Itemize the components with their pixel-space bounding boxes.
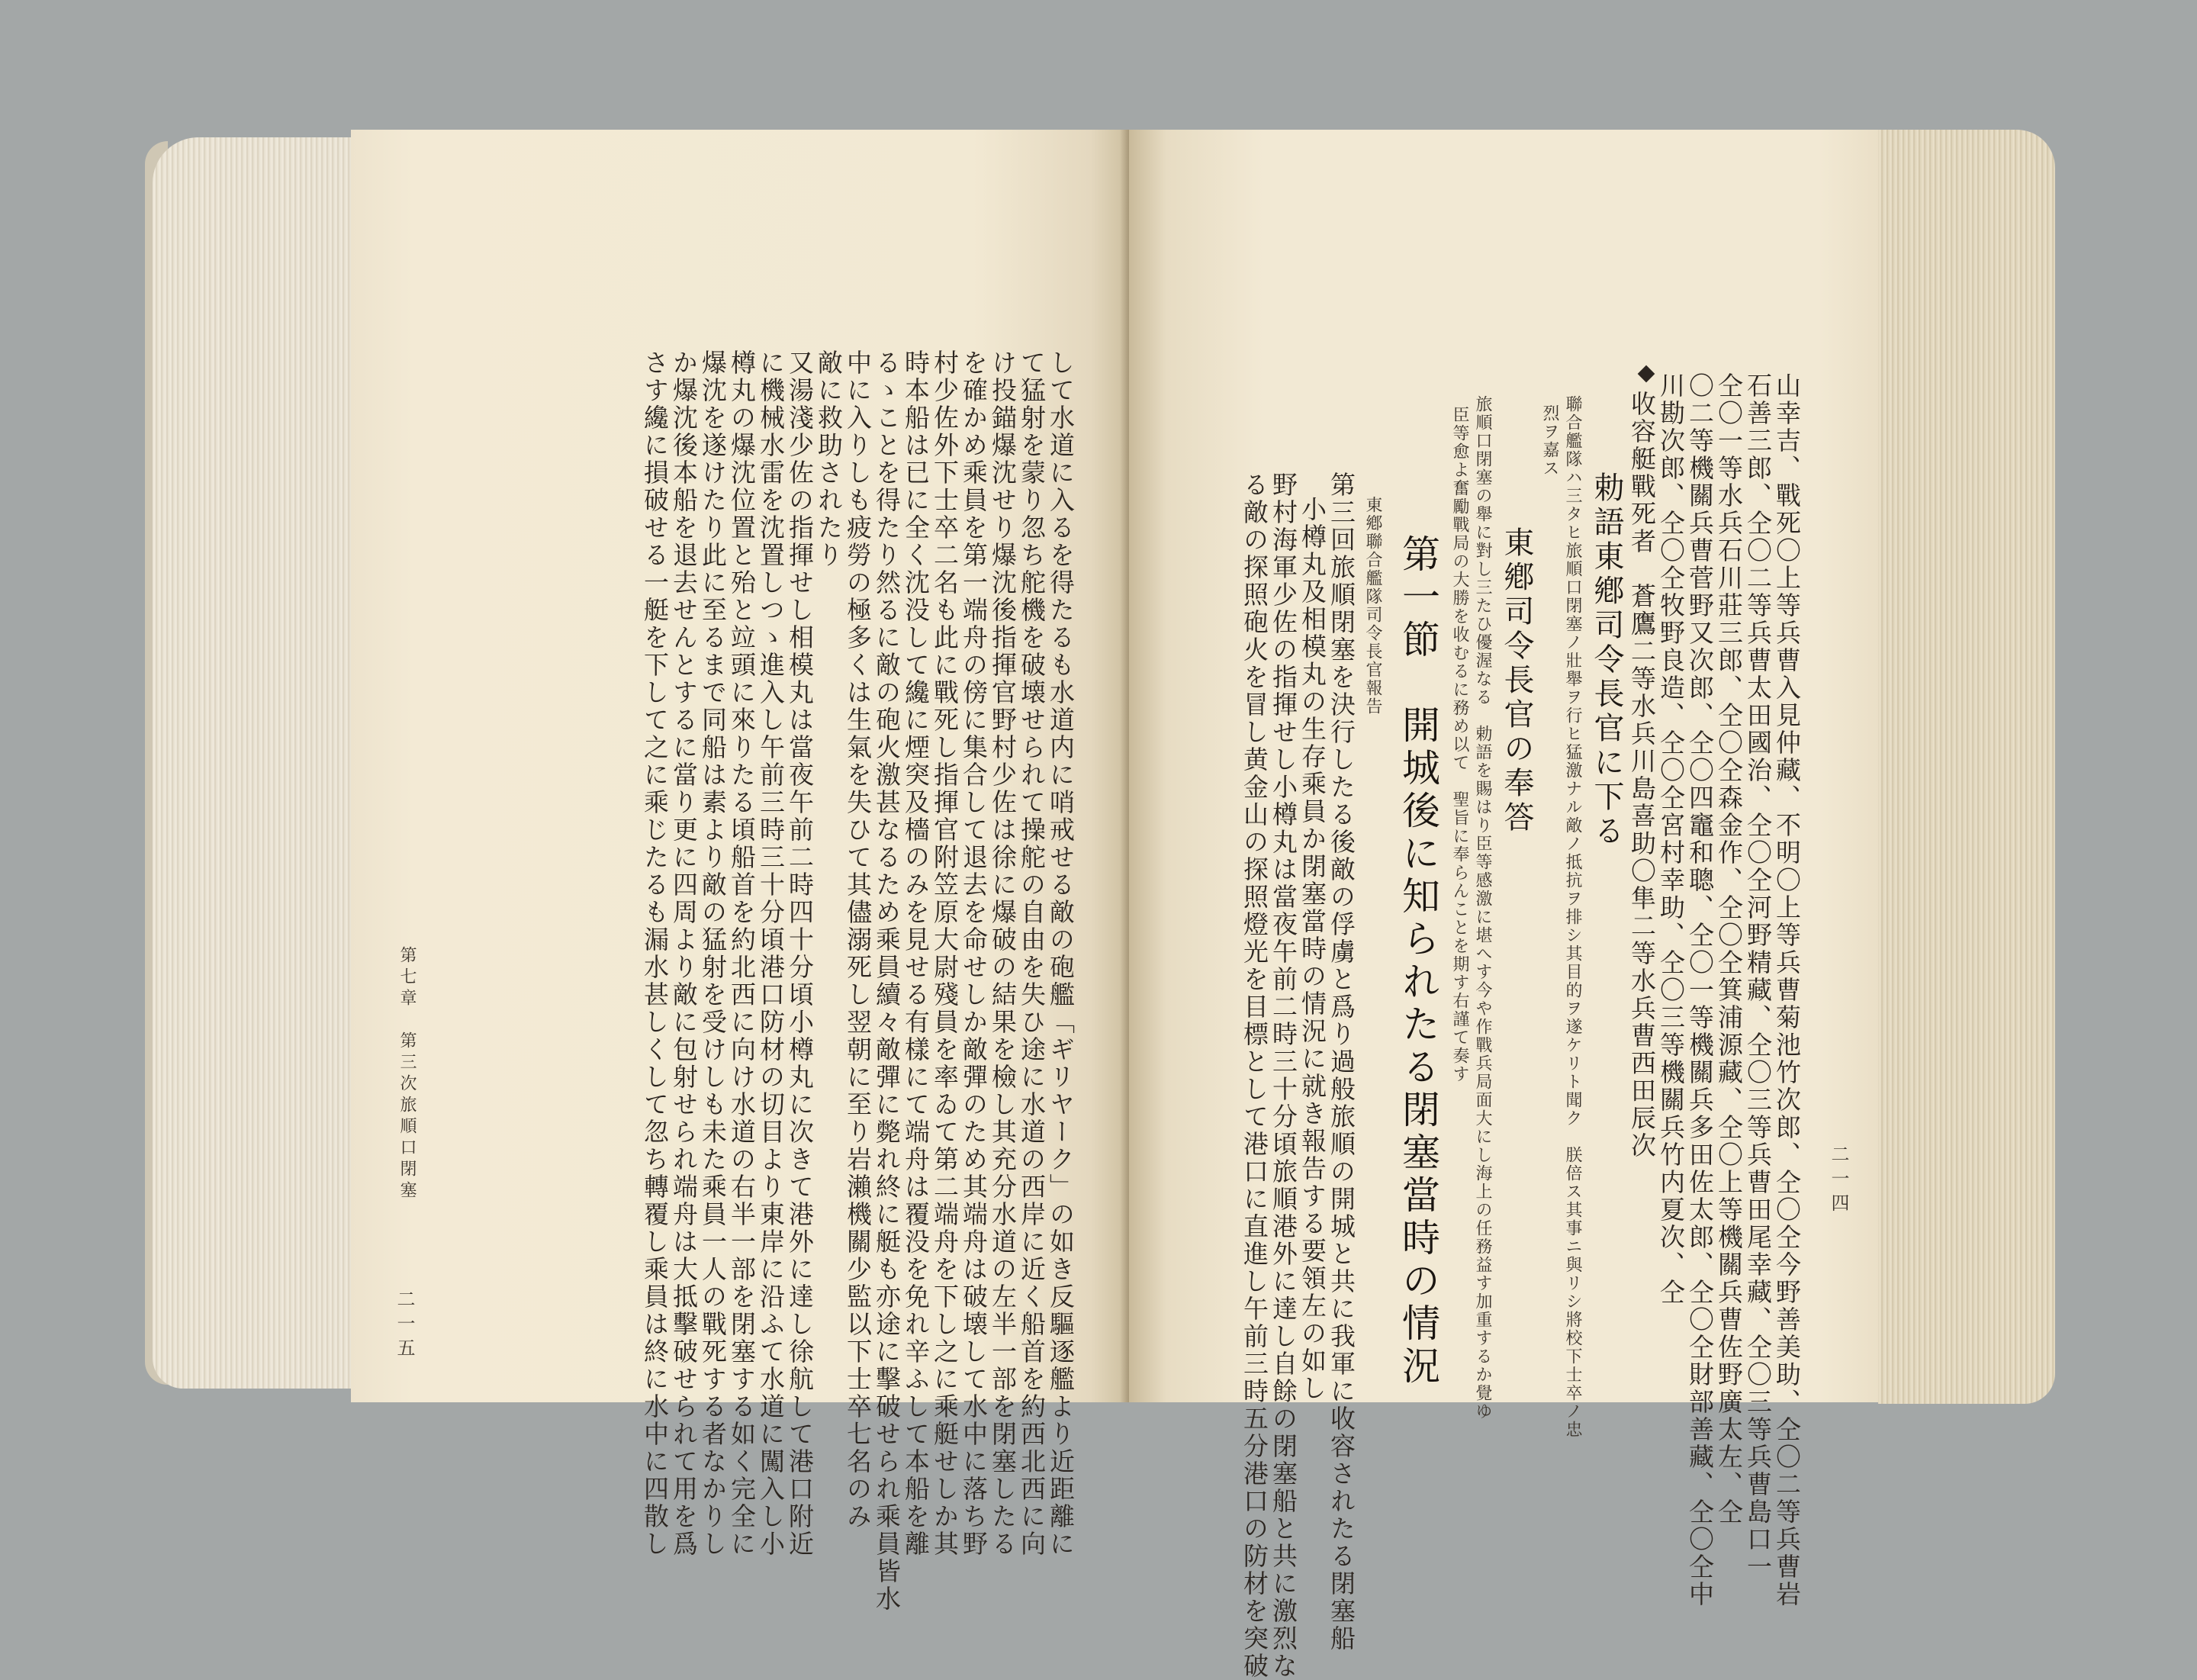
rescript-heading: 勅語東鄕司令長官に下る (1589, 471, 1624, 849)
left-body-column: に機械水雷を沈置しつゝ進入し午前三時三十分頃港口防材の切目より東岸に沿ふて水道に闖入し小 (756, 349, 786, 1558)
reply-text: 旅順口閉塞の舉に對し三たひ優渥なる 勅語を賜はり臣等感激に堪へす今や作戰兵局面大にし海上の任務益す加重するか覺ゆ (1473, 395, 1492, 1421)
left-body-column: か爆沈後本船を退去せんとするに當り更に四周より敵に包射せられ端舟は大抵擊破せられて用を爲 (669, 349, 699, 1558)
page-number: 二一四 (1828, 1144, 1849, 1218)
left-body-column: 時本船は已に全く沈没して纔に煙突及檣のみを見せる有樣にて端舟は覆没を免れ辛ふして本船を離 (901, 349, 931, 1558)
casualty-list-column: 仝〇一等水兵石川莊三郎、仝〇仝森金作、仝〇仝箕浦源藏、仝〇上等機關兵曹佐野廣太左、仝 (1714, 372, 1744, 1526)
left-body-column: 又湯淺少佐の指揮せし相模丸は當夜午前二時四十分頃小樽丸に次きて港外に達し徐航して港口附近 (785, 349, 815, 1558)
page-number: 二一五 (394, 1289, 415, 1363)
report-body-column: 小樽丸及相模丸の生存乘員か閉塞當時の情況に就き報告する要領左の如し (1298, 496, 1327, 1402)
reply-text: 臣等愈よ奮勵戰局の大勝を收むるに務め以て 聖旨に奉らんことを期す右謹て奏す (1450, 406, 1469, 1083)
report-source: 東鄕聯合艦隊司令長官報告 (1363, 496, 1382, 716)
running-head: 第七章 第三次旅順口閉塞 (397, 946, 417, 1202)
section-title: 第一節 開城後に知られたる閉塞當時の情況 (1396, 534, 1440, 1389)
report-body-column: 第三回旅順閉塞を決行したる後敵の俘虜と爲り過般旅順の開城と共に我軍に收容されたる閉塞船 (1327, 471, 1356, 1653)
left-page (351, 130, 1129, 1613)
rescript-text: 聯合艦隊ハ三タヒ旅順口閉塞ノ壯舉ヲ行ヒ猛激ナル敵ノ抵抗ヲ排シ其目的ヲ遂ケリト聞ク 朕倍ス其事ニ與リシ將校下士卒ノ忠 (1563, 395, 1582, 1439)
left-body-column: るゝことを得たり然るに敵の砲火激甚なるため乘員續々敵彈に斃れ終に艇も亦途に擊破せられ乘員皆水 (872, 349, 902, 1613)
casualty-list-column: 川勘次郎、仝〇仝牧野良造、仝〇仝宮村幸助、仝〇三等機關兵竹内夏次、仝 (1656, 372, 1686, 1306)
left-body-column: 中に入りしも疲勞の極多くは生氣を失ひて其儘溺死し翌朝に至り岩瀨機關少監以下士卒七名のみ (843, 349, 873, 1530)
report-body-column: る敵の探照砲火を冒し黄金山の探照燈光を目標として港口に直進し午前三時五分港口の防材を突破 (1240, 471, 1269, 1680)
rescript-text: 烈ヲ嘉ス (1540, 404, 1559, 478)
casualty-list-column: 山幸吉、戰死〇上等兵曹入見仲藏、不明〇上等兵曹菊池竹次郎、仝〇仝今野善美助、仝〇二等兵曹岩 (1772, 372, 1802, 1608)
left-body-column: して水道に入るを得たるも水道内に哨戒せる敵の砲艦「ギリヤーク」の如き反驅逐艦より近距離に (1046, 349, 1076, 1558)
casualty-list-column: 〇二等機關兵曹菅野又次郎、仝〇四竈和聰、仝〇一等機關兵多田佐太郎、仝〇仝財部善藏、仝〇仝中 (1685, 372, 1715, 1608)
right-page (1129, 130, 1878, 1680)
report-body-column: 野村海軍少佐の指揮せし小樽丸は當夜午前二時三十分頃旅順港外に達し自餘の閉塞船と共に激烈な (1269, 471, 1298, 1680)
left-body-column: さす纔に損破せる一艇を下して之に乘じたるも漏水甚しくして忽ち轉覆し乘員は終に水中に四散し (640, 349, 670, 1558)
section-marker-icon (1638, 365, 1655, 383)
casualty-list-column: 石善三郎、仝〇二等兵曹太田國治、仝〇仝河野精藏、仝〇三等兵曹田尾幸藏、仝〇三等兵曹島口一 (1743, 372, 1773, 1581)
left-body-column: を確かめ乘員を第一端舟の傍に集合して退去を命せしか敵彈のため其端舟は破壊して水中に落ち野 (959, 349, 989, 1558)
left-body-column: て猛射を蒙り忽ち舵機を破壊せられて操舵の自由を失ひ途に水道の西岸に近く船首を約西北西に向 (1017, 349, 1047, 1558)
left-body-column: 敵に救助されたり (814, 349, 844, 569)
left-body-column: 樽丸の爆沈位置と殆と竝頭に來りたる頃船首を約北西に向け水道の右半一部を閉塞する如く完全に (727, 349, 757, 1558)
reply-heading: 東鄕司令長官の奉答 (1499, 526, 1534, 835)
left-body-column: 爆沈を遂けたり此に至るまで同船は素より敵の猛射を受けしも未た乘員一人の戰死する者なかりし (698, 349, 728, 1558)
left-body-column: 村少佐外下士卒二名も此に戰死し指揮官附笠原大尉殘員を率ゐて第二端舟を下し之に乘艇せしか其 (930, 349, 960, 1558)
right-page-stack (1878, 130, 2055, 1404)
left-page-stack (153, 137, 352, 1389)
left-body-column: け投錨爆沈せり爆沈後指揮官野村少佐は徐に爆破の結果を檢し其充分水道の左半一部を閉塞したる (988, 349, 1018, 1558)
boat-casualty-line: 收容艇戰死者 蒼鷹二等水兵川島喜助〇隼二等水兵曹西田辰次 (1627, 391, 1657, 1160)
